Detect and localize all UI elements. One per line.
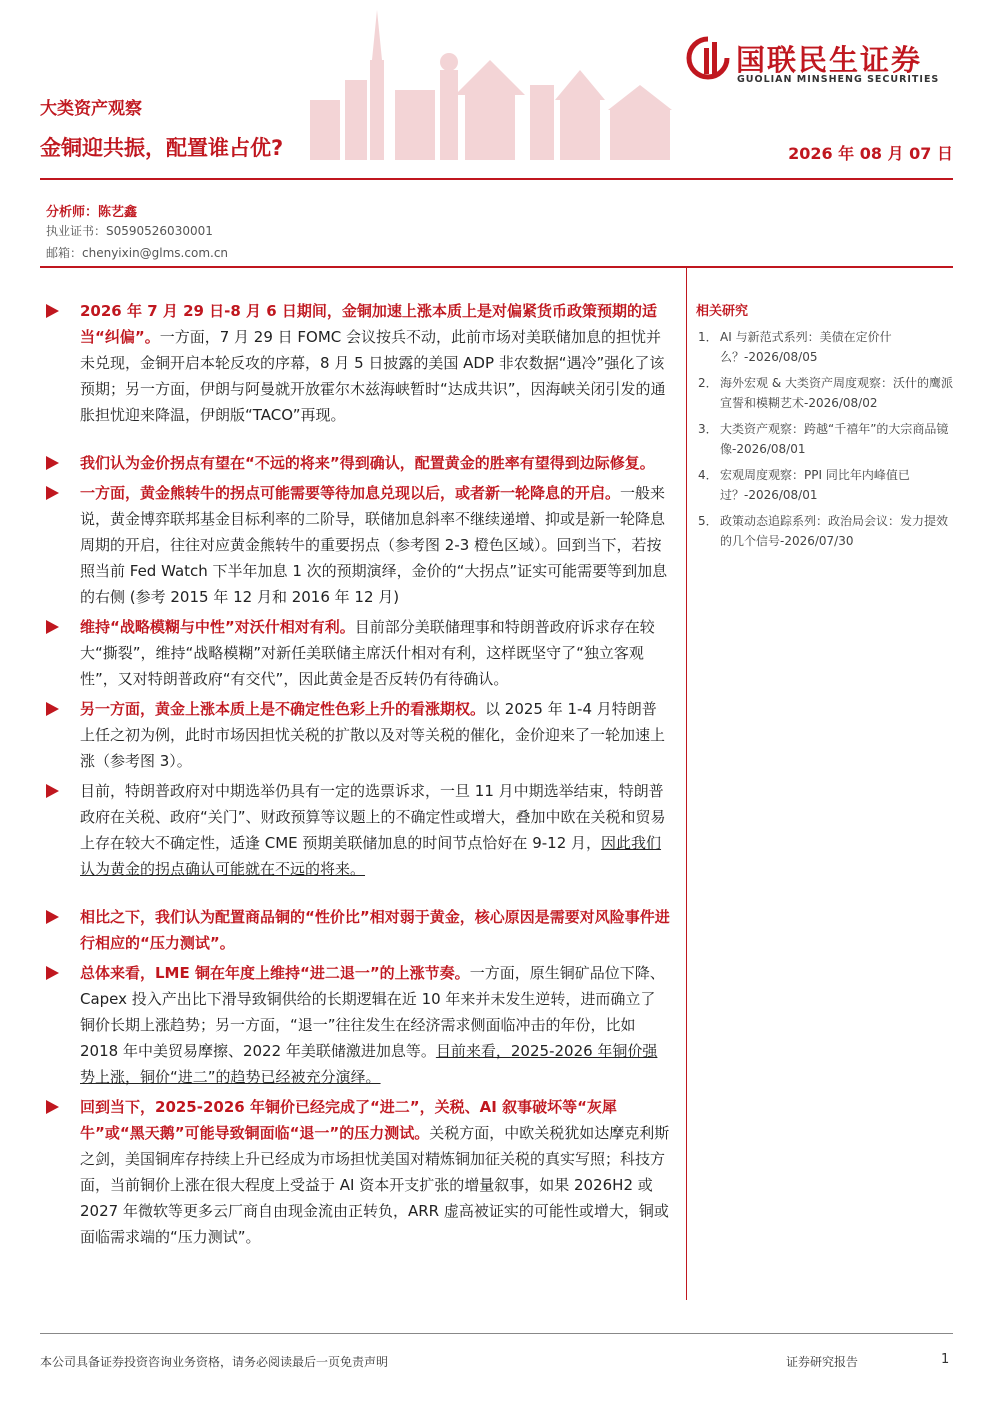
item-text: 大类资产观察：跨越“千禧年”的大宗商品镜像-2026/08/01 xyxy=(720,422,949,456)
bullet-arrow-icon xyxy=(46,1100,59,1114)
brand-name-en: GUOLIAN MINSHENG SECURITIES xyxy=(737,74,940,85)
paragraph-body: 一般来说，黄金博弈联邦基金目标利率的二阶导，联储加息斜率不继续递增、抑或是新一轮降息周期的开启，往往对应黄金熊转牛的重要拐点（参考图 2-3 橙色区域）。回到当下，若按照当前 Fed Watch 下半年加息 1 次的预期演绎，金价的“大拐点”证实可能需要等到加息的右侧 (参考 2015 年 12 月和 2016 年 12 月) xyxy=(80,484,668,606)
paragraph-lead: 另一方面，黄金上涨本质上是不确定性色彩上升的看涨期权。 xyxy=(80,700,486,718)
paragraph-lead: 2026 年 7 月 29 日-8 月 6 日期间，金铜加速上涨本质上是对偏紧货币政策预期的适当“纠偏”。 xyxy=(80,302,657,346)
item-text: 政策动态追踪系列：政治局会议：发力提效的几个信号-2026/07/30 xyxy=(720,514,949,548)
paragraph-lead: 相比之下，我们认为配置商品铜的“性价比”相对弱于黄金，核心原因是需要对风险事件进行相应的“压力测试”。 xyxy=(80,908,670,952)
paragraph-lead: 回到当下，2025-2026 年铜价已经完成了“进二”，关税、AI 叙事破坏等“灰犀牛”或“黑天鹅”可能导致铜面临“退一”的压力测试。 xyxy=(80,1098,617,1142)
paragraph-body: 关税方面，中欧关税犹如达摩克利斯之剑，美国铜库存持续上升已经成为市场担忧美国对精炼铜加征关税的真实写照；科技方面，当前铜价上涨在很大程度上受益于 AI 资本开支扩张的增量叙事，如果 2026H2 或 2027 年微软等更多云厂商自由现金流由正转负，ARR 虚高被证实的可能性或增大，铜或面临需求端的“压力测试”。 xyxy=(80,1124,670,1246)
related-research-panel xyxy=(696,300,958,557)
paragraph-lead: 我们认为金价拐点有望在“不远的将来”得到确认，配置黄金的胜率有望得到边际修复。 xyxy=(80,454,655,472)
bullet-arrow-icon xyxy=(46,620,59,634)
paragraph-body: 一方面，7 月 29 日 FOMC 会议按兵不动，此前市场对美联储加息的担忧并未兑现，金铜开启本轮反攻的序幕，8 月 5 日披露的美国 ADP 非农数据“遇冷”强化了该预期；另一方面，伊朗与阿曼就开放霍尔木兹海峡暂时“达成共识”，因海峡关闭引发的通胀担忧迎来降温，伊朗版“TACO”再现。 xyxy=(80,328,666,424)
paragraph-body: 以 2025 年 1-4 月特朗普上任之初为例，此时市场因担忧关税的扩散以及对等关税的催化，金价迎来了一轮加速上涨（参考图 3）。 xyxy=(80,700,666,770)
item-text: AI 与新范式系列：美债在定价什么？-2026/08/05 xyxy=(720,330,892,364)
paragraph xyxy=(46,1094,670,1250)
report-series: 大类资产观察 xyxy=(40,99,142,119)
item-text: 宏观周度观察：PPI 同比年内峰值已过？-2026/08/01 xyxy=(720,468,910,502)
footer-divider xyxy=(40,1333,953,1334)
item-number: 2． xyxy=(698,376,718,390)
bullet-arrow-icon xyxy=(46,784,59,798)
item-text: 海外宏观 & 大类资产周度观察：沃什的鹰派宣誓和模糊艺术-2026/08/02 xyxy=(720,376,953,410)
paragraph-lead: 维持“战略模糊与中性”对沃什相对有利。 xyxy=(80,618,355,636)
paragraph xyxy=(46,614,670,692)
paragraph-lead: 总体来看，LME 铜在年度上维持“进二退一”的上涨节奏。 xyxy=(80,964,470,982)
item-number: 1． xyxy=(698,330,718,344)
analyst-license: 执业证书：S0590526030001 xyxy=(46,224,213,238)
brand-name-cn: 国联民生证券 xyxy=(736,43,923,77)
footer-disclaimer: 本公司具备证券投资咨询业务资格，请务必阅读最后一页免责声明 xyxy=(40,1355,389,1369)
bullet-arrow-icon xyxy=(46,702,59,716)
bullet-arrow-icon xyxy=(46,486,59,500)
column-divider xyxy=(686,268,687,1300)
paragraph xyxy=(46,696,670,774)
city-skyline-illustration xyxy=(300,0,680,160)
report-date: 2026 年 08 月 07 日 xyxy=(788,144,953,163)
page-number: 1 xyxy=(941,1352,950,1367)
bullet-arrow-icon xyxy=(46,304,59,318)
paragraph-body: 一方面，原生铜矿品位下降、Capex 投入产出比下滑导致铜供给的长期逻辑在近 10 年来并未发生逆转，进而确立了铜价长期上涨趋势；另一方面，“退一”往往发生在经济需求侧面临冲击的年份，比如 2018 年中美贸易摩擦、2022 年美联储激进加息等。 xyxy=(80,964,665,1060)
related-research-item[interactable] xyxy=(696,419,958,459)
bullet-arrow-icon xyxy=(46,456,59,470)
related-research-item[interactable] xyxy=(696,511,958,551)
related-research-item[interactable] xyxy=(696,373,958,413)
report-title: 金铜迎共振，配置谁占优? xyxy=(40,136,284,160)
related-research-item[interactable] xyxy=(696,327,958,367)
paragraph xyxy=(46,778,670,882)
analyst-email: 邮箱：chenyixin@glms.com.cn xyxy=(46,246,229,260)
company-logo-icon xyxy=(686,36,730,80)
bullet-arrow-icon xyxy=(46,966,59,980)
item-number: 5． xyxy=(698,514,718,528)
paragraph xyxy=(46,960,670,1090)
paragraph-emphasis: 因此我们认为黄金的拐点确认可能就在不远的将来。 xyxy=(80,834,662,878)
header-divider xyxy=(40,178,953,180)
footer-report-type: 证券研究报告 xyxy=(786,1355,859,1369)
paragraph-lead: 一方面，黄金熊转牛的拐点可能需要等待加息兑现以后，或者新一轮降息的开启。 xyxy=(80,484,621,502)
paragraph-body: 目前，特朗普政府对中期选举仍具有一定的选票诉求，一旦 11 月中期选举结束，特朗普政府在关税、政府“关门”、财政预算等议题上的不确定性或增大，叠加中欧在关税和贸易上存在较大不确定性，适逢 CME 预期美联储加息的时间节点恰好在 9-12 月， xyxy=(80,782,666,852)
related-research-title: 相关研究 xyxy=(696,304,749,319)
paragraph-emphasis: 目前来看，2025-2026 年铜价强势上涨，铜价“进二”的趋势已经被充分演绎。 xyxy=(80,1042,658,1086)
main-content xyxy=(46,298,670,1250)
analyst-divider xyxy=(40,266,953,268)
paragraph-body: 目前部分美联储理事和特朗普政府诉求存在较大“撕裂”，维持“战略模糊”对新任美联储主席沃什相对有利，这样既坚守了“独立客观性”，又对特朗普政府“有交代”，因此黄金是否反转仍有待确认。 xyxy=(80,618,655,688)
bullet-arrow-icon xyxy=(46,910,59,924)
item-number: 3． xyxy=(698,422,718,436)
analyst-name: 分析师：陈艺鑫 xyxy=(46,205,138,220)
related-research-item[interactable] xyxy=(696,465,958,505)
paragraph xyxy=(46,450,670,476)
paragraph xyxy=(46,480,670,610)
paragraph xyxy=(46,904,670,956)
paragraph xyxy=(46,298,670,428)
item-number: 4． xyxy=(698,468,718,482)
